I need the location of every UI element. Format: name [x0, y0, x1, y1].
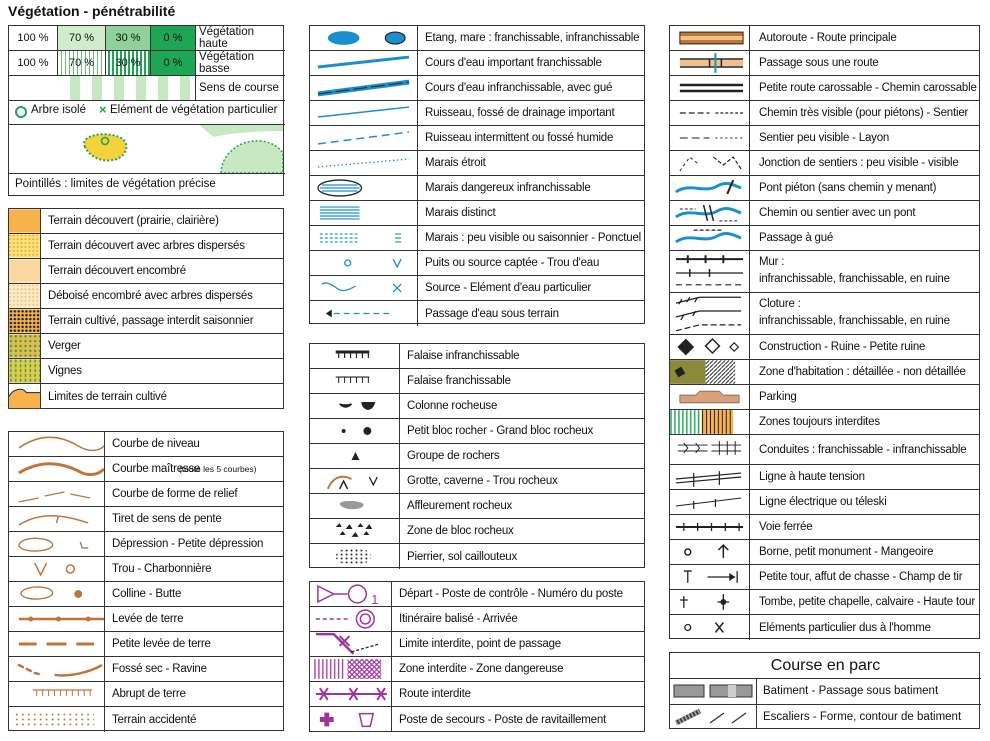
relief-label: Abrupt de terre — [112, 688, 186, 700]
veg-cell-0: 0 % — [151, 26, 196, 50]
man-made-symbol-icon — [670, 540, 750, 564]
relief-symbol-icon — [9, 507, 105, 531]
park-row-batiment — [670, 678, 981, 705]
water-row — [310, 301, 644, 326]
rock-label: Petit bloc rocher - Grand bloc rocheux — [407, 425, 594, 437]
course-row — [310, 707, 644, 732]
man-made-label: Jonction de sentiers : peu visible - visible — [759, 157, 959, 169]
park-row-escaliers — [670, 704, 981, 729]
terrain-row — [9, 359, 283, 384]
terrain-legend — [8, 208, 284, 409]
water-symbol-icon — [310, 176, 418, 200]
water-label: Marais distinct — [425, 207, 496, 219]
man-made-label: Conduites : franchissable - infranchissable — [759, 443, 967, 456]
water-row — [310, 201, 644, 226]
terrain-row — [9, 334, 283, 359]
man-made-row — [670, 515, 979, 540]
relief-row — [9, 557, 283, 582]
veg-label-basse: Végétation basse — [199, 51, 254, 75]
man-made-row — [670, 51, 979, 76]
course-symbol-icon — [310, 607, 392, 631]
man-made-symbol-icon — [670, 435, 750, 464]
relief-symbol-icon — [9, 432, 105, 456]
man-made-label: Zones toujours interdites — [759, 416, 880, 428]
man-made-row — [670, 435, 979, 465]
relief-row — [9, 507, 283, 532]
rock-symbol-icon — [310, 519, 400, 543]
man-made-label-line2: infranchissable, franchissable, en ruine — [759, 315, 950, 327]
rock-label: Falaise franchissable — [407, 375, 511, 387]
water-label: Marais étroit — [425, 157, 486, 169]
rock-symbol-icon — [310, 494, 400, 518]
terrain-row — [9, 209, 283, 234]
terrain-symbol-icon — [9, 209, 41, 233]
rock-label: Pierrier, sol caillouteux — [407, 550, 518, 563]
rock-row — [310, 519, 644, 544]
man-made-symbol-icon — [670, 51, 750, 75]
water-label: Marais : peu visible ou saisonnier - Ponctuel — [425, 232, 642, 244]
relief-label: Courbe de forme de relief — [112, 488, 238, 500]
rock-legend — [309, 343, 645, 568]
course-row — [310, 632, 644, 657]
terrain-row — [9, 309, 283, 334]
water-row — [310, 126, 644, 151]
water-label: Ruisseau intermittent ou fossé humide — [425, 132, 614, 144]
relief-symbol-icon — [9, 707, 105, 732]
man-made-label — [759, 293, 950, 334]
relief-symbol-icon — [9, 582, 105, 606]
man-made-symbol-icon — [670, 515, 750, 539]
terrain-symbol-icon — [9, 359, 41, 383]
relief-label: Courbe de niveau — [112, 438, 200, 450]
water-row — [310, 151, 644, 176]
vegetation-legend — [8, 25, 284, 196]
man-made-label: Pont piéton (sans chemin y menant) — [759, 182, 937, 194]
terrain-label: Terrain cultivé, passage interdit saisonnier — [48, 315, 254, 327]
man-made-symbol-icon — [670, 465, 750, 489]
relief-symbol-icon — [9, 682, 105, 706]
course-legend — [309, 581, 645, 732]
man-made-symbol-icon — [670, 385, 750, 409]
terrain-symbol-icon — [9, 384, 41, 409]
man-made-row — [670, 151, 979, 176]
man-made-label: Zone d'habitation : détaillée - non détaillée — [759, 366, 966, 378]
water-symbol-icon — [310, 276, 418, 300]
terrain-label: Vignes — [48, 365, 82, 377]
terrain-label: Verger — [48, 340, 81, 352]
stairs-icon — [670, 704, 757, 729]
man-made-label: Ligne à haute tension — [759, 471, 865, 483]
rock-label: Groupe de rochers — [407, 450, 500, 462]
man-made-row — [670, 226, 979, 251]
relief-row — [9, 682, 283, 707]
rock-row — [310, 469, 644, 494]
man-made-row — [670, 126, 979, 151]
man-made-symbol-icon — [670, 126, 750, 150]
sens-course-swatch — [58, 76, 196, 100]
relief-row — [9, 707, 283, 732]
relief-label: Courbe maîtresse — [112, 463, 201, 475]
relief-legend — [8, 431, 284, 731]
man-made-symbol-icon — [670, 26, 750, 50]
man-made-label-line2: infranchissable, franchissable, en ruine — [759, 273, 950, 285]
man-made-label-line1: Cloture : — [759, 298, 801, 310]
rock-row — [310, 544, 644, 569]
veg-cell-0b: 0 % — [151, 51, 196, 75]
water-label: Cours d'eau infranchissable, avec gué — [425, 82, 613, 94]
man-made-symbol-icon — [670, 615, 750, 640]
man-made-label-line1: Mur : — [759, 256, 785, 268]
water-label: Cours d'eau important franchissable — [425, 57, 602, 69]
relief-symbol-icon — [9, 657, 105, 681]
relief-label: Trou - Charbonnière — [112, 563, 212, 575]
terrain-label: Terrain découvert encombré — [48, 265, 186, 277]
water-row — [310, 26, 644, 51]
water-row — [310, 101, 644, 126]
course-row — [310, 657, 644, 682]
relief-label: Levée de terre — [112, 613, 184, 625]
man-made-legend — [669, 25, 980, 639]
water-row — [310, 76, 644, 101]
man-made-symbol-icon — [670, 360, 750, 384]
man-made-symbol-icon — [670, 201, 750, 225]
park-label-escaliers: Escaliers - Forme, contour de batiment — [763, 710, 962, 723]
course-label: Zone interdite - Zone dangereuse — [399, 663, 564, 675]
man-made-label: Sentier peu visible - Layon — [759, 132, 890, 144]
rock-symbol-icon — [310, 419, 400, 443]
man-made-symbol-icon — [670, 410, 750, 434]
man-made-symbol-icon — [670, 176, 750, 200]
rock-label: Colonne rocheuse — [407, 400, 498, 412]
man-made-row — [670, 201, 979, 226]
relief-row — [9, 532, 283, 557]
water-symbol-icon — [310, 151, 418, 175]
rock-row — [310, 494, 644, 519]
pointilles-label: Pointillés : limites de végétation précise — [15, 178, 216, 190]
man-made-symbol-icon — [670, 490, 750, 514]
water-label: Ruisseau, fossé de drainage important — [425, 107, 615, 119]
terrain-label: Limites de terrain cultivé — [48, 390, 167, 403]
terrain-label: Déboisé encombré avec arbres dispersés — [48, 290, 253, 302]
park-legend — [669, 652, 980, 729]
veg-row-arbre — [9, 101, 285, 123]
course-row — [310, 682, 644, 707]
man-made-symbol-icon — [670, 76, 750, 100]
rock-row — [310, 369, 644, 394]
rock-symbol-icon — [310, 369, 400, 393]
veg-cell-100: 100 % — [9, 26, 58, 50]
water-symbol-icon — [310, 26, 418, 50]
relief-row — [9, 657, 283, 682]
rock-symbol-icon — [310, 469, 400, 493]
man-made-label: Passage sous une route — [759, 57, 879, 69]
water-label: Source - Elément d'eau particulier — [425, 282, 592, 294]
veg-cell-70b: 70 % — [58, 51, 106, 75]
man-made-label — [759, 251, 950, 292]
man-made-row — [670, 76, 979, 101]
course-label: Poste de secours - Poste de ravitaillement — [399, 713, 607, 726]
relief-symbol-icon — [9, 482, 105, 506]
man-made-label: Autoroute - Route principale — [759, 32, 897, 44]
water-label: Passage d'eau sous terrain — [425, 307, 559, 320]
water-symbol-icon — [310, 226, 418, 250]
man-made-row — [670, 590, 979, 615]
course-number: 1 — [371, 591, 379, 606]
terrain-symbol-icon — [9, 334, 41, 358]
terrain-row — [9, 384, 283, 409]
man-made-row — [670, 615, 979, 640]
course-symbol-icon — [310, 657, 392, 681]
relief-row — [9, 607, 283, 632]
man-made-row — [670, 385, 979, 410]
relief-label: Petite levée de terre — [112, 638, 211, 650]
park-label-batiment: Batiment - Passage sous batiment — [763, 685, 939, 697]
man-made-row — [670, 490, 979, 515]
veg-row-basse — [9, 51, 285, 76]
rock-row — [310, 344, 644, 369]
rock-label: Grotte, caverne - Trou rocheux — [407, 475, 558, 487]
relief-symbol-icon — [9, 607, 105, 631]
veg-row-sens — [9, 76, 285, 101]
terrain-row — [9, 234, 283, 259]
course-label: Route interdite — [399, 688, 471, 700]
terrain-symbol-icon — [9, 234, 41, 258]
rock-symbol-icon — [310, 544, 400, 569]
man-made-row — [670, 540, 979, 565]
terrain-label: Terrain découvert (prairie, clairière) — [48, 215, 219, 227]
terrain-symbol-icon — [9, 284, 41, 308]
man-made-label: Chemin ou sentier avec un pont — [759, 207, 916, 219]
water-row — [310, 276, 644, 301]
course-symbol-icon — [310, 582, 392, 606]
veg-row-haute — [9, 26, 285, 51]
man-made-label: Petite tour, affut de chasse - Champ de tir — [759, 571, 963, 583]
water-label: Etang, mare : franchissable, infranchissable — [425, 32, 640, 44]
man-made-symbol-icon — [670, 565, 750, 589]
water-symbol-icon — [310, 251, 418, 275]
man-made-label: Tombe, petite chapelle, calvaire - Haute tour — [759, 596, 976, 608]
course-symbol-icon — [310, 707, 392, 732]
relief-row — [9, 457, 283, 482]
man-made-symbol-icon — [670, 101, 750, 125]
relief-symbol-icon — [9, 557, 105, 581]
veg-cell-30b: 30 % — [106, 51, 151, 75]
man-made-symbol-icon — [670, 251, 750, 292]
man-made-label: Chemin très visible (pour piétons) - Sentier — [759, 107, 969, 119]
relief-label: Terrain accidenté — [112, 713, 197, 726]
terrain-row — [9, 259, 283, 284]
relief-row — [9, 582, 283, 607]
course-symbol-icon — [310, 632, 392, 656]
relief-symbol-icon — [9, 457, 105, 481]
relief-row — [9, 432, 283, 457]
veg-cell-30: 30 % — [106, 26, 151, 50]
man-made-row — [670, 251, 979, 293]
arbre-isole-label: Arbre isolé — [31, 104, 86, 116]
man-made-label: Borne, petit monument - Mangeoire — [759, 546, 934, 558]
relief-label: Dépression - Petite dépression — [112, 538, 264, 550]
building-icon — [670, 678, 757, 704]
course-row — [310, 582, 644, 607]
course-label: Limite interdite, point de passage — [399, 638, 561, 650]
water-symbol-icon — [310, 101, 418, 125]
rock-symbol-icon — [310, 394, 400, 418]
veg-label-sens: Sens de course — [199, 82, 279, 94]
course-label: Départ - Poste de contrôle - Numéro du poste — [399, 588, 623, 600]
man-made-row — [670, 565, 979, 590]
water-symbol-icon — [310, 76, 418, 100]
man-made-row — [670, 465, 979, 490]
man-made-symbol-icon — [670, 151, 750, 175]
terrain-row — [9, 284, 283, 309]
relief-label: Colline - Butte — [112, 588, 182, 600]
man-made-row — [670, 176, 979, 201]
water-symbol-icon — [310, 201, 418, 225]
element-vegetation-label: Elément de végétation particulier — [110, 104, 278, 116]
man-made-label: Construction - Ruine - Petite ruine — [759, 341, 926, 353]
course-label: Itinéraire balisé - Arrivée — [399, 613, 518, 625]
course-row — [310, 607, 644, 632]
veg-cell-70: 70 % — [58, 26, 106, 50]
water-symbol-icon — [310, 51, 418, 75]
terrain-symbol-icon — [9, 259, 41, 283]
relief-row — [9, 632, 283, 657]
man-made-symbol-icon — [670, 226, 750, 250]
man-made-label: Ligne électrique ou téleski — [759, 496, 887, 508]
rock-row — [310, 444, 644, 469]
veg-cell-100b: 100 % — [9, 51, 58, 75]
man-made-row — [670, 293, 979, 335]
water-symbol-icon — [310, 126, 418, 150]
man-made-row — [670, 26, 979, 51]
rock-label: Affleurement rocheux — [407, 500, 513, 512]
rock-label: Falaise infranchissable — [407, 350, 520, 362]
relief-row — [9, 482, 283, 507]
park-title: Course en parc — [670, 653, 981, 679]
water-row — [310, 251, 644, 276]
relief-label: Fossé sec - Ravine — [112, 663, 207, 675]
rock-symbol-icon — [310, 444, 400, 468]
terrain-symbol-icon — [9, 309, 41, 333]
rock-row — [310, 394, 644, 419]
man-made-label: Eléments particulier dus à l'homme — [759, 621, 931, 634]
man-made-row — [670, 101, 979, 126]
man-made-row — [670, 360, 979, 385]
man-made-label: Voie ferrée — [759, 521, 813, 533]
veg-label-haute: Végétation haute — [199, 26, 254, 50]
water-row — [310, 51, 644, 76]
water-legend — [309, 25, 645, 324]
relief-note: (toute les 5 courbes) — [179, 464, 257, 474]
relief-symbol-icon — [9, 632, 105, 656]
man-made-label: Passage à gué — [759, 232, 834, 244]
man-made-symbol-icon — [670, 335, 750, 359]
man-made-label: Petite route carossable - Chemin carossable — [759, 82, 977, 94]
water-label: Marais dangereux infranchissable — [425, 182, 591, 194]
cross-icon: × — [99, 102, 107, 117]
water-row — [310, 176, 644, 201]
veg-limit-illustration — [9, 124, 285, 174]
tree-circle-icon — [15, 106, 27, 118]
man-made-symbol-icon — [670, 293, 750, 334]
man-made-symbol-icon — [670, 590, 750, 614]
man-made-label: Parking — [759, 391, 797, 403]
water-label: Puits ou source captée - Trou d'eau — [425, 257, 600, 269]
man-made-row — [670, 410, 979, 435]
vegetation-title: Végétation - pénétrabilité — [8, 3, 176, 19]
man-made-row — [670, 335, 979, 360]
relief-symbol-icon — [9, 532, 105, 556]
water-row — [310, 226, 644, 251]
water-symbol-icon — [310, 301, 418, 326]
rock-row — [310, 419, 644, 444]
relief-label: Tiret de sens de pente — [112, 513, 222, 525]
rock-symbol-icon — [310, 344, 400, 368]
rock-label: Zone de bloc rocheux — [407, 525, 514, 537]
course-symbol-icon — [310, 682, 392, 706]
terrain-label: Terrain découvert avec arbres dispersés — [48, 240, 245, 252]
